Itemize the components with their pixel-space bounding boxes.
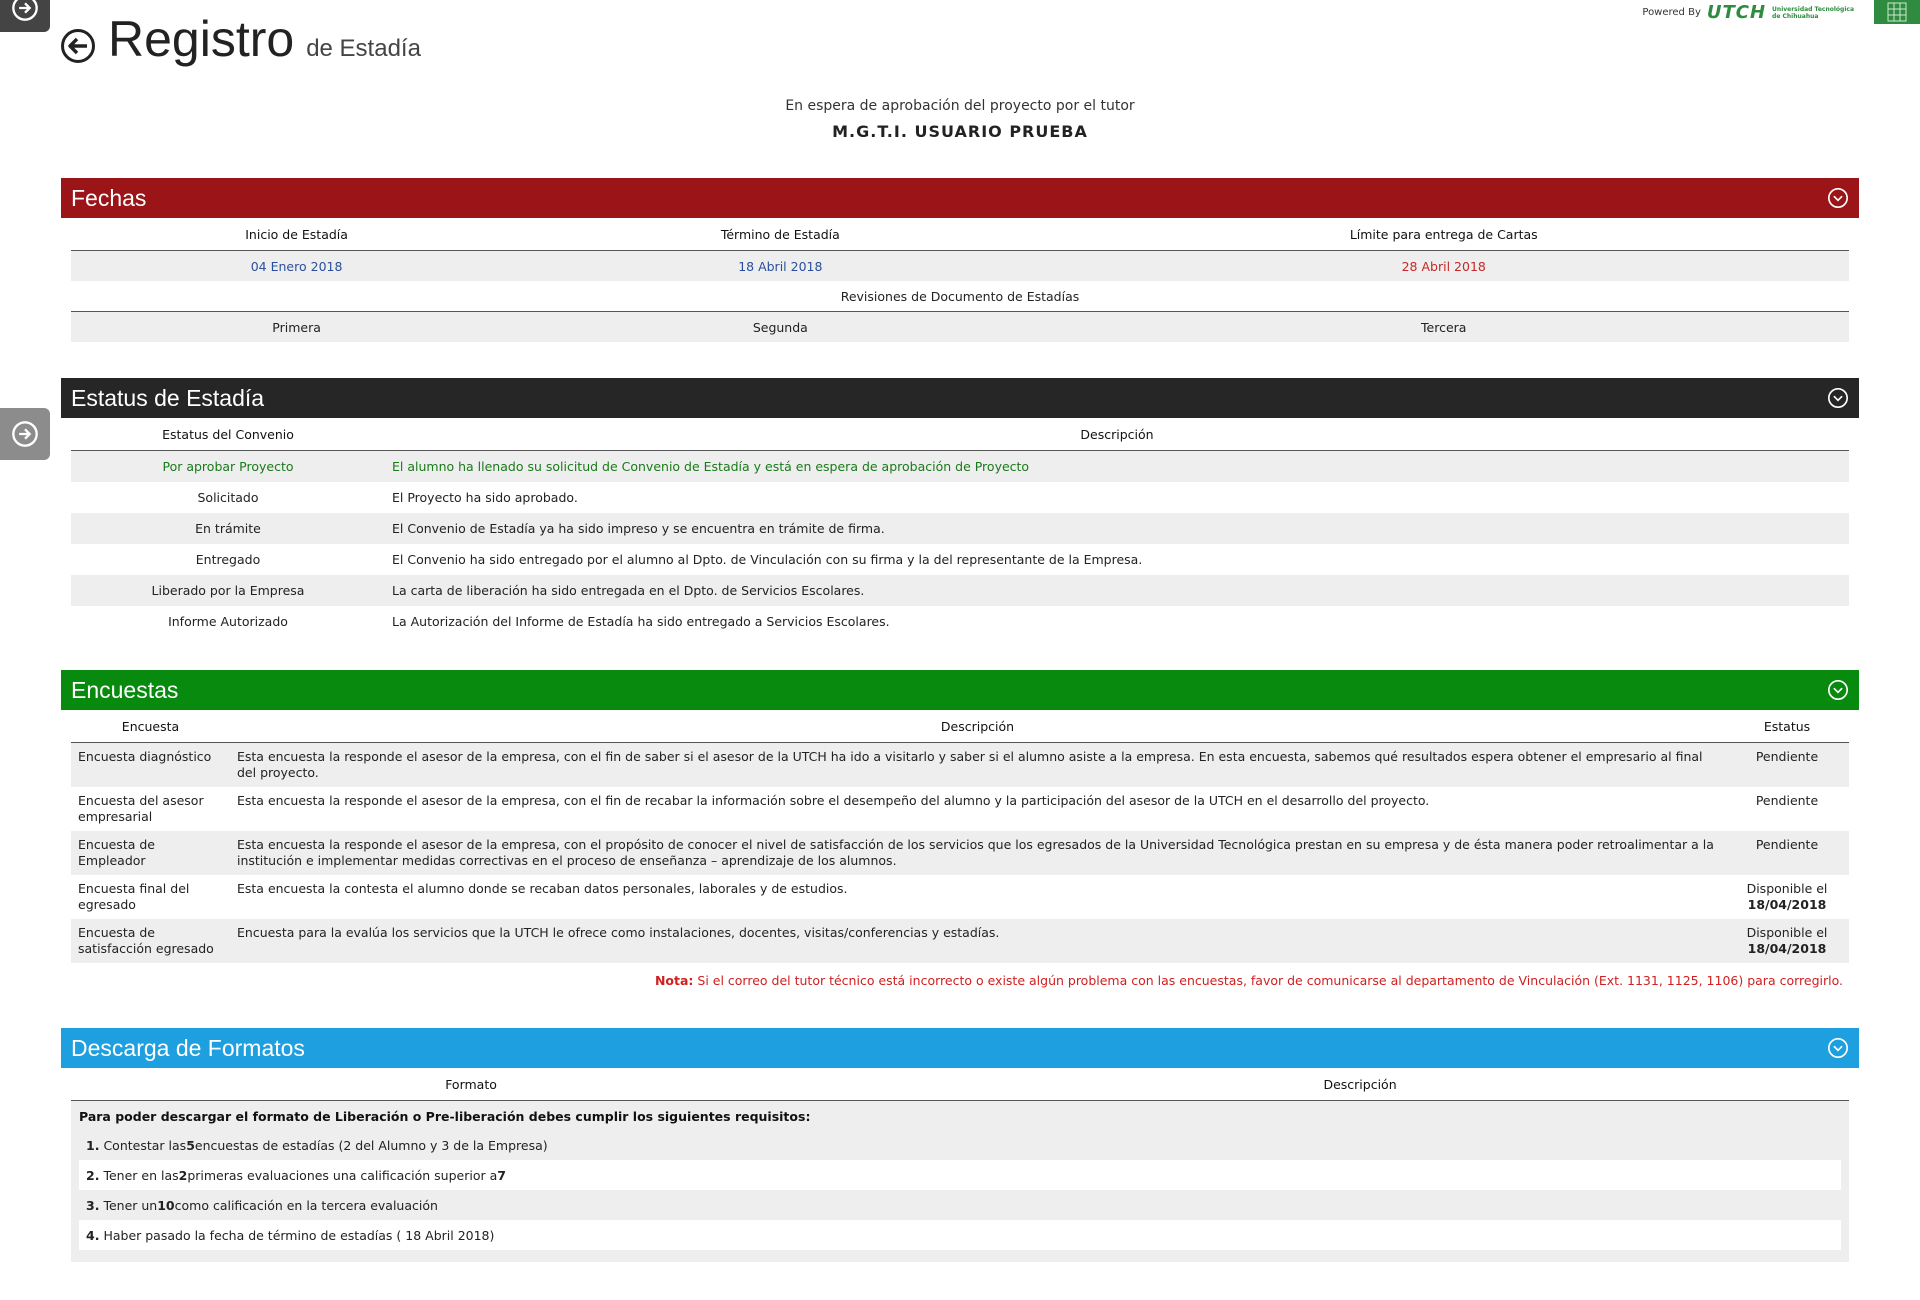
encuesta-status: Pendiente	[1725, 743, 1849, 788]
col-encuesta: Encuesta	[71, 710, 230, 743]
encuesta-desc: Esta encuesta la responde el asesor de la empresa, con el fin de saber si el asesor de la UTCH ha ido a visitarlo y saber si el alumno asiste a la empresa. En esta encuesta, sabemos qué resultados espera obtener el empresario al final del proyecto.	[230, 743, 1725, 788]
encuesta-name: Encuesta final del egresado	[78, 881, 190, 912]
descarga-title: Descarga de Formatos	[71, 1034, 305, 1061]
grid-icon	[1887, 2, 1907, 22]
encuesta-status: Pendiente	[1725, 831, 1849, 875]
encuesta-desc: Esta encuesta la contesta el alumno donde se recaban datos personales, laborales y de estudios.	[237, 881, 848, 896]
table-row	[71, 544, 1849, 575]
encuestas-panel	[61, 670, 1859, 988]
table-row	[71, 575, 1849, 606]
estatus-desc: El Convenio ha sido entregado por el alumno al Dpto. de Vinculación con su firma y la del representante de la Empresa.	[392, 552, 1143, 567]
table-row	[71, 787, 1849, 831]
encuesta-status: Disponible el 18/04/2018	[1725, 919, 1849, 963]
encuesta-status: Pendiente	[1755, 793, 1819, 808]
estatus-header[interactable]	[61, 378, 1859, 418]
encuestas-table	[71, 710, 1849, 963]
col-estatus-convenio: Estatus del Convenio	[71, 418, 385, 451]
descarga-header[interactable]	[61, 1028, 1859, 1068]
collapse-chevron-icon[interactable]	[1827, 1037, 1849, 1059]
estatus-state: Solicitado	[197, 490, 259, 505]
encuesta-name: Encuesta diagnóstico	[71, 743, 230, 788]
powered-by	[1642, 2, 1854, 23]
utch-logo-subtitle: Universidad Tecnológica de Chihuahua	[1772, 5, 1854, 20]
requirement-item: 3. Tener un 10 como calificación en la tercera evaluación	[86, 1197, 438, 1213]
table-row	[71, 482, 1849, 513]
col-termino: Término de Estadía	[522, 218, 1038, 251]
estatus-desc: La Autorización del Informe de Estadía ha sido entregado a Servicios Escolares.	[392, 614, 890, 629]
estatus-title: Estatus de Estadía	[71, 384, 265, 411]
fecha-limite: 28 Abril 2018	[1038, 251, 1849, 282]
table-row	[71, 743, 1849, 788]
encuestas-header[interactable]	[61, 670, 1859, 710]
encuesta-desc: Esta encuesta la responde el asesor de la empresa, con el fin de recabar la información sobre el desempeño del alumno y la participación del asesor de la UTCH en el desarrollo del proyecto.	[237, 793, 1430, 808]
arrow-right-circle-icon	[11, 420, 39, 448]
encuestas-title: Encuestas	[71, 676, 179, 703]
encuestas-note: Nota: Si el correo del tutor técnico está incorrecto o existe algún problema con las encuestas, favor de comunicarse al departamento de Vinculación (Ext. 1131, 1125, 1106) para corregirlo.	[654, 973, 1843, 988]
apps-grid-button[interactable]	[1874, 0, 1920, 24]
requirements-title: Para poder descargar el formato de Liberación o Pre-liberación debes cumplir los siguientes requisitos:	[79, 1109, 811, 1124]
utch-logo: UTCH	[1706, 2, 1767, 23]
table-row	[71, 919, 1849, 963]
requirement-item: 2. Tener en las 2 primeras evaluaciones una calificación superior a 7	[79, 1160, 1841, 1190]
col-descripcion: Descripción	[230, 710, 1725, 743]
collapse-chevron-icon[interactable]	[1827, 679, 1849, 701]
estatus-desc: El Proyecto ha sido aprobado.	[392, 490, 578, 505]
estatus-table	[71, 418, 1849, 637]
estatus-state: En trámite	[71, 513, 385, 544]
col-estatus: Estatus	[1725, 710, 1849, 743]
page-title	[60, 10, 421, 68]
revision-segunda: Segunda	[522, 312, 1038, 343]
table-row	[71, 606, 1849, 637]
back-arrow-icon[interactable]	[60, 28, 96, 64]
estatus-desc: El alumno ha llenado su solicitud de Convenio de Estadía y está en espera de aprobación de Proyecto	[385, 451, 1849, 483]
estatus-desc: El Convenio de Estadía ya ha sido impreso y se encuentra en trámite de firma.	[385, 513, 1849, 544]
arrow-right-circle-icon	[11, 0, 39, 22]
fecha-termino: 18 Abril 2018	[522, 251, 1038, 282]
table-row	[71, 875, 1849, 919]
table-row	[71, 831, 1849, 875]
encuesta-status: Disponible el 18/04/2018	[1746, 881, 1828, 912]
encuesta-name: Encuesta de satisfacción egresado	[71, 919, 230, 963]
requirement-item: 4. Haber pasado la fecha de término de estadías ( 18 Abril 2018)	[79, 1220, 1841, 1250]
encuesta-name: Encuesta de Empleador	[71, 831, 230, 875]
revisiones-title: Revisiones de Documento de Estadías	[71, 281, 1849, 312]
col-limite: Límite para entrega de Cartas	[1038, 218, 1849, 251]
revision-primera: Primera	[71, 312, 522, 343]
approval-message: En espera de aprobación del proyecto por el tutor	[785, 98, 1135, 114]
encuesta-name: Encuesta del asesor empresarial	[78, 793, 204, 824]
estatus-state: Entregado	[195, 552, 261, 567]
fechas-table	[71, 218, 1849, 342]
col-descripcion: Descripción	[385, 418, 1849, 451]
estatus-state: Informe Autorizado	[168, 614, 288, 629]
requirements-box	[71, 1101, 1849, 1262]
fecha-inicio: 04 Enero 2018	[71, 251, 522, 282]
requirement-item: 1. Contestar las 5 encuestas de estadías (2 del Alumno y 3 de la Empresa)	[86, 1137, 548, 1153]
table-row	[71, 451, 1849, 483]
estatus-desc: La carta de liberación ha sido entregada en el Dpto. de Servicios Escolares.	[385, 575, 1849, 606]
descarga-panel	[61, 1028, 1859, 1262]
fechas-panel	[61, 178, 1859, 342]
fechas-title: Fechas	[71, 184, 147, 211]
revision-tercera: Tercera	[1038, 312, 1849, 343]
title-main: Registro	[108, 11, 295, 67]
fechas-header[interactable]	[61, 178, 1859, 218]
encuesta-desc: Esta encuesta la responde el asesor de la empresa, con el propósito de conocer el nivel de satisfacción de los servicios que los egresados de la Universidad Tecnológica prestan en su empresa y de ésta manera poder retroalimentar a la institución e implementar medidas correctivas en el proceso de enseñanza – aprendizaje de los alumnos.	[230, 831, 1725, 875]
encuesta-desc: Encuesta para la evalúa los servicios que la UTCH le ofrece como instalaciones, docentes, visitas/conferencias y estadías.	[230, 919, 1725, 963]
estatus-state: Liberado por la Empresa	[71, 575, 385, 606]
title-sub: de Estadía	[306, 35, 421, 62]
collapse-chevron-icon[interactable]	[1827, 387, 1849, 409]
estatus-panel	[61, 378, 1859, 637]
tutor-name: M.G.T.I. USUARIO PRUEBA	[832, 122, 1088, 141]
table-row	[71, 513, 1849, 544]
side-menu-toggle-top[interactable]	[0, 0, 50, 32]
col-formato: Formato	[71, 1068, 871, 1101]
estatus-state: Por aprobar Proyecto	[71, 451, 385, 483]
side-menu-toggle[interactable]	[0, 408, 50, 460]
col-descripcion: Descripción	[871, 1068, 1849, 1101]
col-inicio: Inicio de Estadía	[71, 218, 522, 251]
descarga-table	[71, 1068, 1849, 1101]
collapse-chevron-icon[interactable]	[1827, 187, 1849, 209]
powered-by-label: Powered By	[1642, 7, 1701, 18]
